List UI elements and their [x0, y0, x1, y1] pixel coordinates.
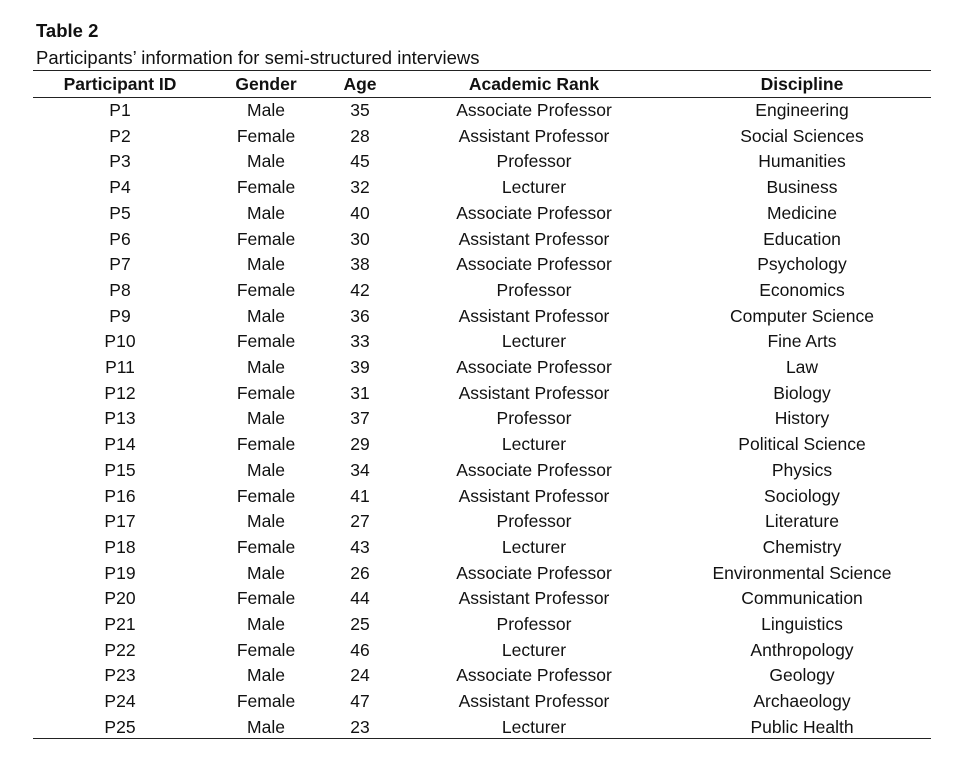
cell-gender: Female — [236, 536, 296, 557]
cell-discipline: Political Science — [738, 434, 866, 455]
table-row — [0, 586, 964, 612]
cell-participant-id: P10 — [104, 331, 136, 352]
cell-age: 29 — [350, 434, 370, 455]
table-row — [0, 98, 964, 124]
cell-age: 32 — [350, 177, 370, 198]
table-row — [0, 638, 964, 664]
table-label: Table 2 — [36, 20, 99, 41]
cell-discipline: Psychology — [757, 254, 847, 275]
cell-academic-rank: Assistant Professor — [458, 382, 610, 403]
header-academic-rank: Academic Rank — [468, 74, 600, 94]
cell-gender: Female — [236, 639, 296, 660]
cell-discipline: Economics — [759, 279, 845, 300]
cell-discipline: Law — [785, 357, 819, 377]
cell-age: 27 — [350, 511, 370, 532]
cell-participant-id: P1 — [109, 100, 131, 120]
table-row — [0, 149, 964, 175]
header-participant-id: Participant ID — [63, 74, 177, 94]
cell-participant-id: P14 — [104, 434, 136, 455]
table-row — [0, 278, 964, 304]
header-gender: Gender — [235, 74, 297, 94]
cell-academic-rank: Associate Professor — [456, 202, 612, 223]
table-row — [0, 381, 964, 407]
table-header-row — [0, 72, 964, 97]
cell-gender: Male — [247, 459, 285, 480]
cell-age: 34 — [350, 459, 370, 480]
cell-gender: Female — [236, 691, 296, 712]
cell-discipline: Humanities — [758, 151, 846, 172]
cell-academic-rank: Professor — [496, 614, 572, 634]
table-row — [0, 175, 964, 201]
cell-academic-rank: Assistant Professor — [458, 125, 610, 146]
table-row — [0, 715, 964, 741]
cell-participant-id: P25 — [104, 716, 136, 737]
cell-participant-id: P15 — [104, 459, 136, 480]
cell-discipline: Education — [763, 228, 841, 249]
cell-discipline: Literature — [765, 511, 839, 532]
cell-gender: Female — [236, 177, 296, 198]
cell-discipline: Environmental Science — [712, 562, 892, 583]
cell-academic-rank: Lecturer — [501, 536, 567, 557]
cell-academic-rank: Lecturer — [501, 434, 567, 455]
cell-gender: Male — [247, 562, 285, 583]
cell-participant-id: P4 — [109, 177, 131, 198]
cell-participant-id: P22 — [104, 639, 136, 660]
cell-age: 40 — [350, 202, 370, 223]
cell-participant-id: P5 — [109, 202, 131, 223]
cell-academic-rank: Associate Professor — [456, 459, 612, 480]
cell-academic-rank: Lecturer — [501, 331, 567, 352]
table-row — [0, 561, 964, 587]
cell-participant-id: P24 — [104, 691, 136, 712]
cell-gender: Female — [236, 228, 296, 249]
cell-gender: Male — [247, 408, 285, 429]
cell-age: 47 — [350, 691, 370, 712]
cell-discipline: Anthropology — [750, 639, 854, 660]
cell-participant-id: P2 — [109, 125, 131, 146]
cell-gender: Male — [247, 511, 285, 532]
header-age: Age — [343, 74, 377, 94]
cell-discipline: Archaeology — [753, 691, 851, 712]
cell-age: 24 — [350, 665, 370, 686]
cell-age: 31 — [350, 382, 370, 403]
cell-age: 42 — [350, 279, 370, 300]
table-row — [0, 689, 964, 715]
cell-discipline: Computer Science — [730, 305, 874, 326]
cell-participant-id: P11 — [105, 357, 135, 377]
cell-participant-id: P23 — [104, 665, 136, 686]
cell-discipline: Fine Arts — [767, 331, 837, 352]
table-row — [0, 227, 964, 253]
cell-academic-rank: Professor — [496, 408, 572, 429]
cell-discipline: Engineering — [755, 100, 849, 120]
table-row — [0, 201, 964, 227]
cell-gender: Female — [236, 485, 296, 506]
cell-academic-rank: Assistant Professor — [458, 588, 610, 609]
cell-age: 30 — [350, 228, 370, 249]
cell-age: 35 — [350, 100, 370, 120]
cell-academic-rank: Assistant Professor — [458, 305, 610, 326]
cell-age: 33 — [350, 331, 370, 352]
cell-discipline: Public Health — [750, 716, 854, 737]
cell-discipline: Communication — [741, 588, 863, 609]
cell-discipline: Chemistry — [762, 536, 842, 557]
cell-gender: Female — [236, 279, 296, 300]
cell-age: 37 — [350, 408, 370, 429]
cell-gender: Male — [247, 614, 285, 634]
cell-academic-rank: Associate Professor — [456, 562, 612, 583]
cell-academic-rank: Professor — [496, 511, 572, 532]
table-row — [0, 509, 964, 535]
table-row — [0, 252, 964, 278]
table-caption: Participants’ information for semi-structured interviews — [36, 47, 480, 68]
cell-academic-rank: Lecturer — [501, 639, 567, 660]
cell-age: 28 — [350, 125, 370, 146]
table-row — [0, 458, 964, 484]
cell-participant-id: P17 — [104, 511, 136, 532]
cell-academic-rank: Professor — [496, 151, 572, 172]
cell-academic-rank: Assistant Professor — [458, 228, 610, 249]
cell-academic-rank: Associate Professor — [456, 357, 612, 377]
cell-gender: Male — [247, 202, 285, 223]
cell-discipline: History — [774, 408, 830, 429]
cell-discipline: Business — [766, 177, 838, 198]
cell-gender: Female — [236, 331, 296, 352]
cell-participant-id: P16 — [104, 485, 136, 506]
table-row — [0, 304, 964, 330]
cell-gender: Male — [247, 665, 285, 686]
cell-discipline: Medicine — [766, 202, 838, 223]
cell-academic-rank: Professor — [496, 279, 572, 300]
cell-discipline: Linguistics — [761, 614, 843, 634]
cell-participant-id: P6 — [109, 228, 131, 249]
cell-age: 25 — [350, 614, 370, 634]
cell-gender: Male — [247, 716, 285, 737]
cell-academic-rank: Associate Professor — [456, 254, 612, 275]
cell-gender: Male — [247, 357, 285, 377]
table-row — [0, 124, 964, 150]
cell-age: 39 — [350, 357, 370, 377]
table-top-rule — [33, 70, 931, 71]
cell-academic-rank: Associate Professor — [456, 100, 612, 120]
header-discipline: Discipline — [760, 74, 844, 94]
cell-gender: Female — [236, 588, 296, 609]
table-row — [0, 484, 964, 510]
cell-age: 41 — [350, 485, 370, 506]
cell-academic-rank: Associate Professor — [456, 665, 612, 686]
cell-age: 26 — [350, 562, 370, 583]
table-row — [0, 432, 964, 458]
cell-age: 38 — [350, 254, 370, 275]
cell-participant-id: P13 — [104, 408, 136, 429]
cell-participant-id: P3 — [109, 151, 131, 172]
table-row — [0, 355, 964, 381]
cell-academic-rank: Lecturer — [501, 177, 567, 198]
cell-participant-id: P21 — [104, 614, 136, 634]
cell-age: 36 — [350, 305, 370, 326]
cell-academic-rank: Lecturer — [501, 716, 567, 737]
cell-discipline: Biology — [773, 382, 831, 403]
table-row — [0, 612, 964, 638]
cell-age: 23 — [350, 716, 370, 737]
cell-participant-id: P9 — [109, 305, 131, 326]
table-bottom-rule — [33, 738, 931, 739]
cell-gender: Male — [247, 151, 285, 172]
cell-gender: Female — [236, 434, 296, 455]
table-row — [0, 406, 964, 432]
cell-participant-id: P20 — [104, 588, 136, 609]
cell-participant-id: P19 — [104, 562, 136, 583]
cell-gender: Male — [247, 305, 285, 326]
cell-participant-id: P12 — [104, 382, 136, 403]
cell-age: 45 — [350, 151, 370, 172]
cell-gender: Male — [247, 100, 285, 120]
cell-age: 46 — [350, 639, 370, 660]
cell-academic-rank: Assistant Professor — [458, 485, 610, 506]
cell-participant-id: P8 — [109, 279, 131, 300]
cell-discipline: Geology — [769, 665, 835, 686]
cell-participant-id: P18 — [104, 536, 136, 557]
cell-discipline: Social Sciences — [740, 125, 864, 146]
cell-academic-rank: Assistant Professor — [458, 691, 610, 712]
cell-gender: Female — [236, 125, 296, 146]
cell-gender: Male — [247, 254, 285, 275]
cell-discipline: Sociology — [764, 485, 840, 506]
table-row — [0, 535, 964, 561]
table-row — [0, 329, 964, 355]
cell-gender: Female — [236, 382, 296, 403]
cell-age: 44 — [350, 588, 370, 609]
cell-age: 43 — [350, 536, 370, 557]
cell-discipline: Physics — [771, 459, 833, 480]
cell-participant-id: P7 — [109, 254, 131, 275]
table-row — [0, 663, 964, 689]
